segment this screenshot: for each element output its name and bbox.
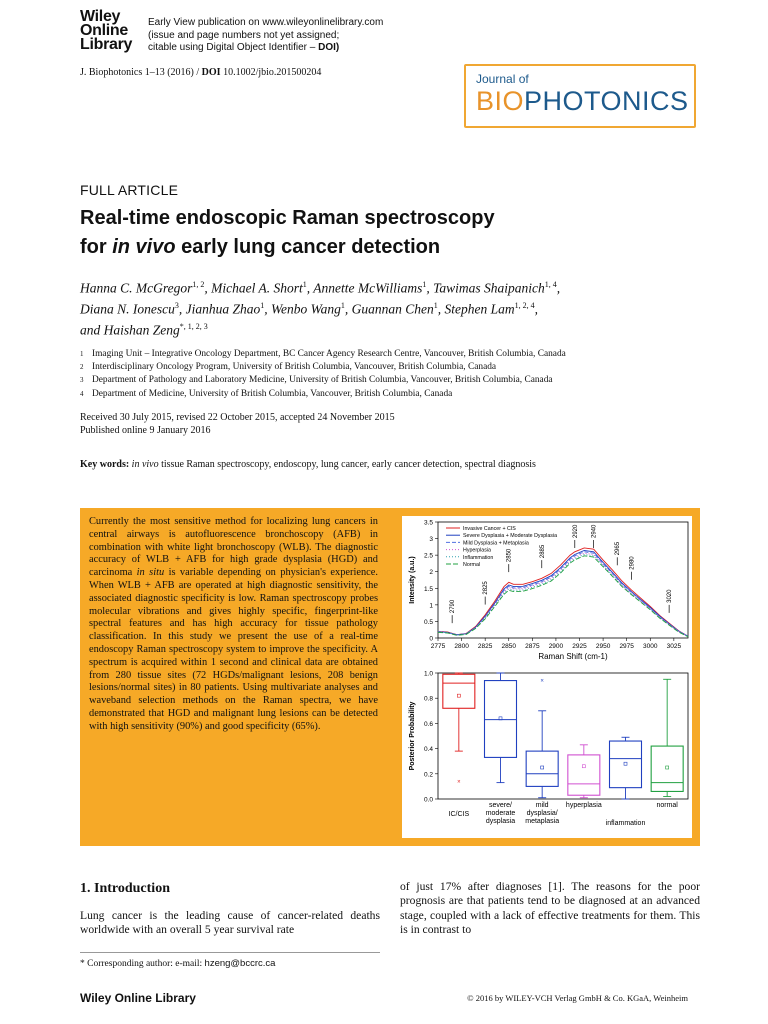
group-label: IC/CIS xyxy=(448,811,470,818)
author-name: Michael A. Short xyxy=(211,280,303,296)
author-name: Diana N. Ionescu xyxy=(80,301,175,317)
early-view-line-3 xyxy=(148,42,383,55)
legend-entry: Normal xyxy=(463,562,481,568)
abstract-italic: in situ xyxy=(136,567,165,579)
intro-left-column: Lung cancer is the leading cause of cancer-related deaths worldwide with an overall 5 year survival rate xyxy=(80,909,380,937)
y-tick-label: 3 xyxy=(429,536,433,544)
box-iqr xyxy=(443,674,475,708)
group-label: hyperplasia xyxy=(565,802,602,809)
article-type: FULL ARTICLE xyxy=(80,182,179,198)
author-affil: 1 xyxy=(260,301,265,310)
author-line-1: Hanna C. McGregor$^{1, 2}$, Michael A. Short$^1$, Annette McWilliams$^1$, Tawimas Shaipanich$^{1, 4}$, xyxy=(80,280,561,296)
affiliation-number: 1 xyxy=(80,350,84,358)
early-view-line-3-text: citable using Digital Object Identifier – xyxy=(148,42,319,53)
x-tick-label: 2975 xyxy=(619,643,634,650)
corresponding-author-footnote xyxy=(80,958,275,969)
box-mean-marker xyxy=(666,766,669,769)
affiliations xyxy=(80,348,566,401)
author-affil: 1 xyxy=(340,301,345,310)
x-tick-label: 2950 xyxy=(595,643,611,650)
plot-frame xyxy=(438,673,688,799)
x-tick-label: 2875 xyxy=(525,643,540,650)
intro-right-column: of just 17% after diagnoses [1]. The reasons for the poor prognosis are that patients tend to be diagnosed at an advanced stage, coupled with a lack of effective treatments for them. This is in contrast to xyxy=(400,880,700,937)
affiliation-number: 2 xyxy=(80,363,84,372)
author-line-3: and Haishan Zeng$^{*, 1, 2, 3}$ xyxy=(80,322,208,338)
raman-spectra-chart xyxy=(402,516,692,664)
title-line-2-pre: for xyxy=(80,236,113,258)
box-mean-marker xyxy=(624,762,627,765)
affiliation-text: Interdisciplinary Oncology Program, University of British Columbia, Vancouver, British Columbia, Canada xyxy=(92,362,497,373)
y-tick-label: 0 xyxy=(429,635,433,643)
section-heading-introduction: 1. Introduction xyxy=(80,881,170,896)
affiliation-number: 4 xyxy=(80,389,84,398)
author-affil: 1, 2, 4 xyxy=(514,301,535,310)
box-mean-marker xyxy=(541,766,544,769)
legend-entry: Invasive Cancer + CIS xyxy=(463,526,516,532)
y-tick-label: 2.5 xyxy=(423,552,433,560)
keywords xyxy=(80,459,536,470)
author-name: Guannan Chen xyxy=(351,301,434,317)
author-affil: 3 xyxy=(174,301,179,310)
journal-name-bio: BIO xyxy=(476,86,525,116)
abstract-part-2: is variable depending on physician's experience. When WLB + AFB are operated at high diagnostic sensitivity, the associated diagnostic specificity is low. Raman spectroscopy probes molecular vibrations and gives highly specific, fingerprint-like spectral features and has high accuracy for tissue pathology classification. In this study we present the use of a real-time endoscopy Raman spectroscopy system to improve the specificity. A spectrum is acquired within 1 second and clinical data are obtained from 280 tissue sites (72 HGDs/malignant lesions, 208 benign lesions/normal sites) in 80 patients. Using multivariate analyses and waveband selection methods on the Raman spectra, we have demonstrated that HGD and malignant lung lesions can be detected with high sensitivity (90%) and good specificity (65%). xyxy=(89,567,378,732)
article-dates xyxy=(80,412,395,437)
citation xyxy=(80,67,321,78)
y-tick-label: 0.4 xyxy=(423,746,433,754)
received-date: Received 30 July 2015, revised 22 October 2015, accepted 24 November 2015 xyxy=(80,412,395,423)
title-line-2-italic: in vivo xyxy=(112,236,176,258)
author-affil: 1 xyxy=(302,280,307,289)
legend-entry: Mild Dysplasia + Metaplasia xyxy=(463,540,529,547)
journal-name xyxy=(476,86,689,116)
corresponding-email-link[interactable]: hzeng@bccrc.ca xyxy=(204,958,276,969)
x-tick-label: 2775 xyxy=(430,643,446,650)
x-tick-label: 3025 xyxy=(666,643,682,650)
y-tick-label: 2 xyxy=(429,569,433,577)
peak-label: 2965 xyxy=(615,541,622,556)
peak-label: 2940 xyxy=(591,524,598,538)
author-name: Annette McWilliams xyxy=(313,280,423,296)
box-outlier: × xyxy=(457,779,461,786)
peak-label: 2850 xyxy=(506,548,513,563)
author-name: Haishan Zeng xyxy=(103,322,180,338)
group-label: severe/ xyxy=(489,802,512,809)
title-line-1: Real-time endoscopic Raman spectroscopy xyxy=(80,207,495,229)
title-line-2 xyxy=(80,233,680,262)
group-label: metaplasia xyxy=(525,818,560,825)
wiley-online-library-logo xyxy=(80,10,132,52)
author-affil: 1 xyxy=(433,301,438,310)
early-view-notice xyxy=(148,17,383,55)
logo-line-2: Online xyxy=(80,22,128,39)
logo-line-3: Library xyxy=(80,36,133,53)
box-mean-marker xyxy=(582,765,585,768)
legend-entry: Severe Dysplasia + Moderate Dysplasia xyxy=(463,533,558,540)
group-label: dysplasia xyxy=(485,818,516,825)
footnote-divider xyxy=(80,952,380,953)
x-axis-label: Raman Shift (cm-1) xyxy=(538,652,608,661)
legend-entry: Inflammation xyxy=(463,554,494,561)
y-tick-label: 3.5 xyxy=(423,519,433,527)
footnote-prefix: * Corresponding author: e-mail: xyxy=(80,959,205,969)
peak-label: 2920 xyxy=(572,524,579,538)
author-name: Wenbo Wang xyxy=(271,301,341,317)
author-list xyxy=(80,276,690,339)
group-label: mild xyxy=(535,802,549,809)
y-tick-label: 1.0 xyxy=(423,670,433,678)
early-view-line-1: Early View publication on www.wileyonlinelibrary.com xyxy=(148,17,384,28)
citation-doi-label: DOI xyxy=(201,67,221,78)
y-tick-label: 0.0 xyxy=(423,796,433,804)
journal-of-label: Journal of xyxy=(476,72,529,86)
box-iqr xyxy=(568,755,600,795)
legend-entry: Hyperplasia xyxy=(463,547,491,554)
published-date: Published online 9 January 2016 xyxy=(80,424,211,436)
x-tick-label: 2825 xyxy=(477,643,493,650)
peak-label: 2825 xyxy=(483,581,490,595)
group-label: dysplasia/ xyxy=(526,810,558,817)
box-iqr xyxy=(610,741,642,788)
journal-name-photonics: PHOTONICS xyxy=(524,86,689,116)
logo-line-1: Wiley xyxy=(80,8,121,25)
affiliation-text: Department of Medicine, University of British Columbia, Vancouver, British Columbia, Canada xyxy=(92,388,453,399)
x-tick-label: 2800 xyxy=(454,643,469,650)
title-line-2-post: early lung cancer detection xyxy=(175,236,441,258)
copyright: © 2016 by WILEY-VCH Verlag GmbH & Co. KGaA, Weinheim xyxy=(467,993,688,1003)
plot-frame xyxy=(438,522,688,638)
y-tick-label: 0.5 xyxy=(423,618,433,626)
author-name: Tawimas Shaipanich xyxy=(433,280,545,296)
citation-doi[interactable]: 10.1002/jbio.201500204 xyxy=(220,67,322,78)
y-tick-label: 1 xyxy=(429,602,433,610)
box-mean-marker xyxy=(457,694,460,697)
y-axis-label: Intensity (a.u.) xyxy=(409,556,416,604)
author-name: Hanna C. McGregor xyxy=(80,280,193,296)
y-tick-label: 0.2 xyxy=(423,771,433,779)
footer-logo: Wiley Online Library xyxy=(80,991,196,1005)
x-tick-label: 2925 xyxy=(572,643,587,650)
peak-label: 2790 xyxy=(450,599,457,614)
author-name: Jianhua Zhao xyxy=(185,301,261,317)
x-tick-label: 3000 xyxy=(643,643,658,650)
affiliation xyxy=(80,388,566,401)
author-line-2: Diana N. Ionescu$^3$, Jianhua Zhao$^1$, Wenbo Wang$^1$, Guannan Chen$^1$, Stephen Lam$^{1, 2, 4}$, xyxy=(80,301,539,317)
abstract-text xyxy=(89,516,378,734)
keywords-list: tissue Raman spectroscopy, endoscopy, lung cancer, early cancer detection, spectral diagnosis xyxy=(158,459,536,470)
affiliation-number: 3 xyxy=(80,376,84,385)
author-affil: 1, 4 xyxy=(544,280,557,289)
keywords-italic: in vivo xyxy=(131,459,159,470)
author-affil: 1 xyxy=(422,280,427,289)
author-name: Stephen Lam xyxy=(444,301,515,317)
posterior-probability-boxplot xyxy=(402,669,692,843)
y-tick-label: 0.8 xyxy=(423,695,433,703)
keywords-label: Key words: xyxy=(80,459,130,470)
citation-journal: J. Biophotonics 1–13 (2016) / xyxy=(80,67,202,78)
peak-label: 3020 xyxy=(667,589,674,603)
abstract-part-1: Currently the most sensitive method for localizing lung cancers in central airways is autofluorescence bronchoscopy (AFB) in combination with white light bronchoscopy (WLB). The diagnostic accuracy of WLB + AFB for high grade dysplasia (HGD) and carcinoma xyxy=(89,516,378,579)
y-tick-label: 1.5 xyxy=(423,585,433,593)
x-tick-label: 2850 xyxy=(501,643,516,650)
author-affil: *, 1, 2, 3 xyxy=(179,322,208,331)
y-tick-label: 0.6 xyxy=(423,720,433,728)
group-label: inflammation xyxy=(605,820,646,827)
affiliation xyxy=(80,361,566,374)
box-outlier: × xyxy=(540,678,544,685)
affiliation xyxy=(80,348,566,361)
early-view-doi: DOI) xyxy=(318,42,340,53)
affiliation xyxy=(80,374,566,387)
journal-logo xyxy=(464,64,696,128)
early-view-line-2: (issue and page numbers not yet assigned; xyxy=(148,29,340,41)
group-label: normal xyxy=(656,802,678,809)
affiliation-text: Imaging Unit – Integrative Oncology Department, BC Cancer Agency Research Centre, Vancouver, British Columbia, Canada xyxy=(92,349,566,359)
author-affil: 1, 2 xyxy=(192,280,205,289)
article-title xyxy=(80,204,680,262)
peak-label: 2980 xyxy=(629,556,636,570)
peak-label: 2885 xyxy=(539,544,546,559)
group-label: moderate xyxy=(485,810,516,817)
box-iqr xyxy=(485,681,517,758)
affiliation-text: Department of Pathology and Laboratory Medicine, University of British Columbia, Vancouver, British Columbia, Canada xyxy=(92,375,553,386)
y-axis-label: Posterior Probability xyxy=(409,701,416,771)
figure-panel xyxy=(402,516,692,838)
x-tick-label: 2900 xyxy=(548,643,564,650)
